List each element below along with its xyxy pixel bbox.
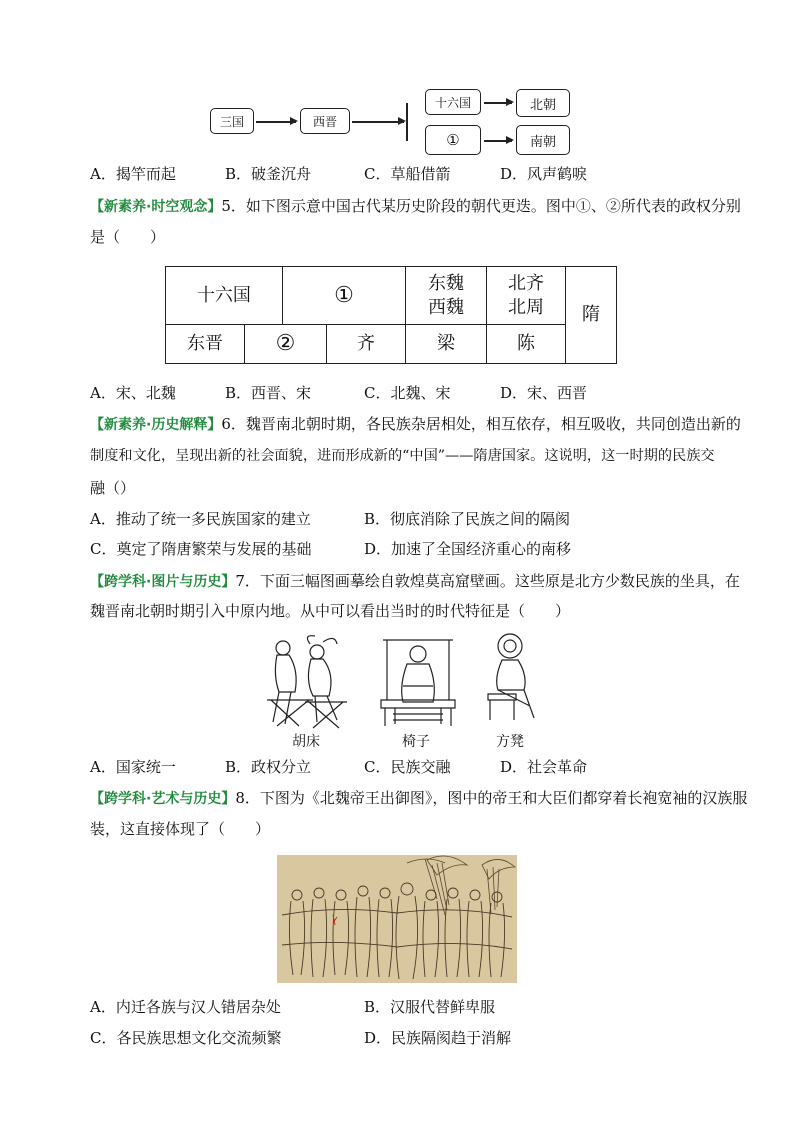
q5-option-b: B．西晋、宋: [225, 384, 312, 402]
flow-node-xijin: 西晋: [300, 108, 350, 134]
q8-stem-line2: 装，这直接体现了（ ）: [90, 820, 271, 838]
caption-fangdeng: 方凳: [496, 734, 524, 750]
q6-option-a: A．推动了统一多民族国家的建立: [90, 510, 311, 528]
q5-option-c: C．北魏、宋: [364, 384, 451, 402]
q4-option-d: D．风声鹤唳: [500, 165, 588, 183]
q8-option-c: C．各民族思想文化交流频繁: [90, 1029, 282, 1047]
q4-option-a: A．揭竿而起: [90, 165, 176, 183]
flow-arrow: [484, 102, 512, 104]
q6-option-d: D．加速了全国经济重心的南移: [364, 540, 572, 558]
q5-stem-line1: 【新素养·时空观念】5．如下图示意中国古代某历史阶段的朝代更迭。图中①、②所代表的政权分别: [90, 197, 741, 215]
dynasty-table: [165, 266, 617, 364]
q4-option-b: B．破釜沉舟: [225, 165, 312, 183]
q7-stem-line2: 魏晋南北朝时期引入中原内地。从中可以看出当时的时代特征是（ ）: [90, 602, 571, 620]
q5-option-d: D．宋、西晋: [500, 384, 588, 402]
flow-arrow: [256, 121, 296, 123]
flow-node-beichao: 北朝: [516, 89, 570, 117]
flow-arrow: [484, 140, 512, 142]
cell-beiqi-beizhou: 北齐 北周: [487, 267, 566, 325]
q7-stem-line1: 【跨学科·图片与历史】7．下面三幅图画摹绘自敦煌莫高窟壁画。这些原是北方少数民族的坐具，在: [90, 572, 740, 590]
q5-tag: 【新素养·时空观念】: [90, 199, 222, 215]
q6-stem-line2: 制度和文化，呈现出新的社会面貌，进而形成新的“中国”——隋唐国家。这说明，这一时期的民族交: [90, 448, 715, 464]
q4-option-c: C．草船借箭: [364, 165, 451, 183]
q7-option-a: A．国家统一: [90, 758, 176, 776]
q7-option-d: D．社会革命: [500, 758, 588, 776]
flow-node-shiliuguo: 十六国: [425, 89, 481, 115]
q7-option-b: B．政权分立: [225, 758, 312, 776]
q5-stem-line2: 是（ ）: [90, 228, 166, 246]
q8-tag: 【跨学科·艺术与历史】: [90, 791, 236, 807]
cell-circle1: ①: [282, 267, 405, 325]
q7-option-c: C．民族交融: [364, 758, 451, 776]
cell-sui: 隋: [566, 267, 617, 364]
huchuang-illustration: [255, 630, 355, 730]
caption-huchuang: 胡床: [292, 734, 320, 750]
q8-stem-line1: 【跨学科·艺术与历史】8．下图为《北魏帝王出御图》，图中的帝王和大臣们都穿着长袍宽袖的汉族服: [90, 789, 748, 807]
flow-arrow: [352, 121, 404, 123]
cell-circle2: ②: [245, 325, 327, 364]
q6-option-c: C．奠定了隋唐繁荣与发展的基础: [90, 540, 312, 558]
q6-stem-line1: 【新素养·历史解释】6．魏晋南北朝时期，各民族杂居相处，相互依存，相互吸收，共同创造出新的: [90, 415, 741, 433]
cell-liang: 梁: [406, 325, 487, 364]
flow-node-sanguo: 三国: [210, 108, 254, 134]
q8-option-a: A．内迁各族与汉人错居杂处: [90, 998, 281, 1016]
q7-tag: 【跨学科·图片与历史】: [90, 574, 236, 590]
flow-branch-line: [406, 103, 408, 141]
flow-node-circle1: ①: [425, 125, 481, 155]
beiwei-mural-image: [277, 855, 517, 983]
cell-chen: 陈: [487, 325, 566, 364]
cell-dongwei-xiwei: 东魏 西魏: [406, 267, 487, 325]
q6-stem-line3: 融（）: [90, 479, 136, 497]
q5-option-a: A．宋、北魏: [90, 384, 176, 402]
cell-dongjin: 东晋: [166, 325, 245, 364]
q8-option-d: D．民族隔阂趋于消解: [364, 1029, 512, 1047]
q6-option-b: B．彻底消除了民族之间的隔阂: [364, 510, 571, 528]
yizi-illustration: [373, 630, 463, 730]
fangdeng-illustration: [480, 630, 540, 725]
flow-node-nanchao: 南朝: [516, 125, 570, 155]
cell-shiliuguo: 十六国: [166, 267, 283, 325]
cell-qi: 齐: [327, 325, 406, 364]
q6-tag: 【新素养·历史解释】: [90, 417, 222, 433]
q8-option-b: B．汉服代替鲜卑服: [364, 998, 496, 1016]
caption-yizi: 椅子: [402, 734, 430, 750]
